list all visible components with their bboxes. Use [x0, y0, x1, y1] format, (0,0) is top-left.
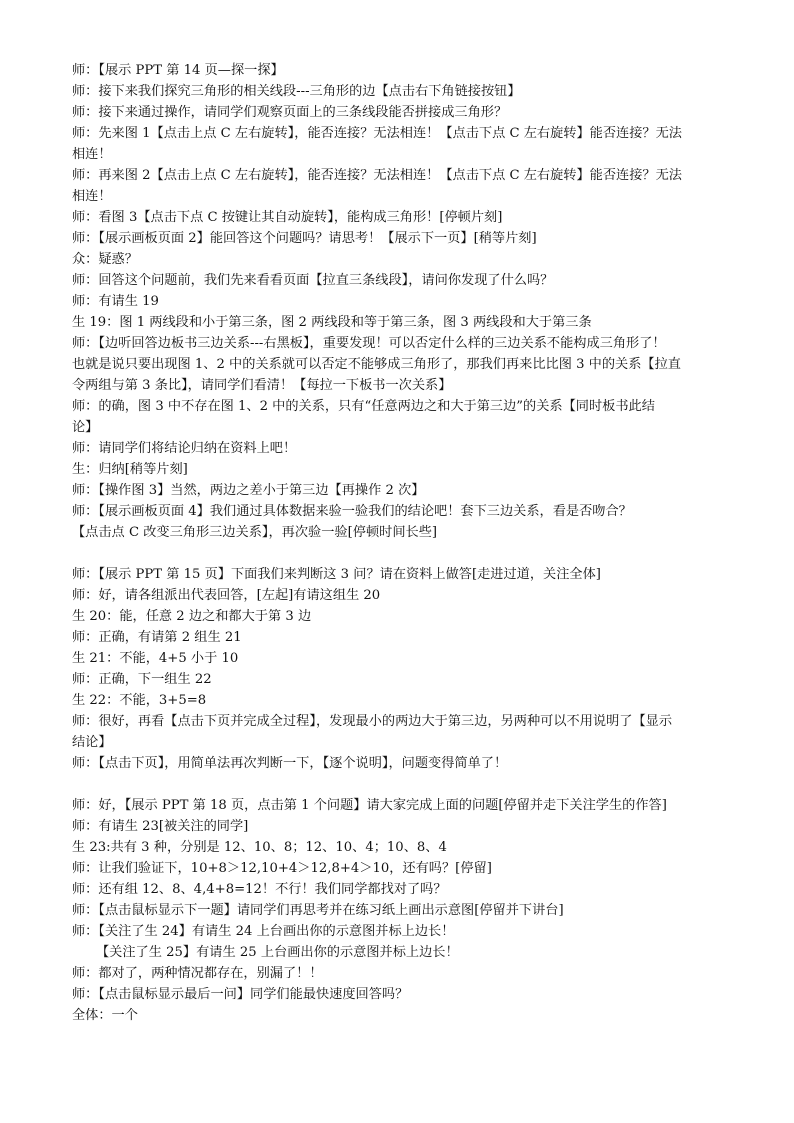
transcript-line: 师：先来图 1【点击上点 C 左右旋转】，能否连接？无法相连！【点击下点 C 左右旋转】能否连接？无法	[72, 126, 682, 141]
transcript-line: 师：【关注了生 24】有请生 24 上台画出你的示意图并标上边长！	[72, 924, 455, 939]
transcript-line: 令两组与第 3 条比】，请同学们看清！【每拉一下板书一次关系】	[72, 378, 452, 393]
transcript-line: 【点击点 C 改变三角形三边关系】，再次验一验[停顿时间长些]	[72, 525, 438, 540]
transcript-line: 相连！	[72, 147, 112, 162]
transcript-line: 师：正确，下一组生 22	[72, 672, 212, 687]
transcript-line: 师：【点击下页】，用简单法再次判断一下，【逐个说明】，问题变得简单了！	[72, 756, 508, 771]
transcript-line: 师：的确，图 3 中不存在图 1、2 中的关系，只有“任意两边之和大于第三边”的关系【同时板书此结	[72, 399, 655, 414]
transcript-line: 论】	[72, 420, 99, 435]
transcript-line: 师：【边听回答边板书三边关系---右黑板】，重要发现！可以否定什么样的三边关系不能构成三角形了！	[72, 336, 666, 351]
transcript-line: 师：【展示画板页面 2】能回答这个问题吗？请思考！【展示下一页】[稍等片刻]	[72, 231, 537, 246]
transcript-line: 生 23:共有 3 种，分别是 12、10、8；12、10、4；10、8、4	[72, 840, 447, 855]
transcript-line: 师：【点击鼠标显示下一题】请同学们再思考并在练习纸上画出示意图[停留并下讲台]	[72, 903, 564, 918]
transcript-line: 师：【点击鼠标显示最后一问】同学们能最快速度回答吗？	[72, 987, 409, 1002]
transcript-line: 生 21：不能，4+5 小于 10	[72, 651, 239, 666]
transcript-line: 师：【展示画板页面 4】我们通过具体数据来验一验我们的结论吧！套下三边关系，看是否吻合？	[72, 504, 632, 519]
transcript-line: 师：很好，再看【点击下页并完成全过程】，发现最小的两边大于第三边，另两种可以不用说明了【显示	[72, 714, 673, 729]
transcript-line: 师：【展示 PPT 第 15 页】下面我们来判断这 3 问？请在资料上做答[走进过道，关注全体]	[72, 567, 601, 582]
transcript-line: 相连！	[72, 189, 112, 204]
transcript-line: 生 20：能，任意 2 边之和都大于第 3 边	[72, 609, 312, 624]
transcript-line: 师：回答这个问题前，我们先来看看页面【拉直三条线段】，请问你发现了什么吗？	[72, 273, 554, 288]
section-spacer	[72, 543, 722, 564]
transcript-line: 师：接下来通过操作，请同学们观察页面上的三条线段能否拼接成三角形？	[72, 105, 508, 120]
transcript-line: 师：【操作图 3】当然，两边之差小于第三边【再操作 2 次】	[72, 483, 425, 498]
transcript-line: 全体：一个	[72, 1008, 138, 1023]
section-ppt-14	[72, 60, 722, 543]
transcript-line: 师：正确，有请第 2 组生 21	[72, 630, 242, 645]
transcript-line: 众：疑惑？	[72, 252, 138, 267]
transcript-line: 也就是说只要出现图 1、2 中的关系就可以否定不能够成三角形了，那我们再来比比图 3 中的关系【拉直	[72, 357, 681, 372]
transcript-line: 生 22：不能，3+5=8	[72, 693, 207, 708]
section-spacer	[72, 774, 722, 795]
transcript-line: 师：【展示 PPT 第 14 页—探一探】	[72, 63, 284, 78]
transcript-line: 师：还有组 12、8、4,4+8=12！不行！我们同学都找对了吗？	[72, 882, 447, 897]
transcript-line: 师：让我们验证下，10+8＞12,10+4＞12,8+4＞10，还有吗？[停留]	[72, 861, 492, 876]
transcript-line: 师：好，请各组派出代表回答，[左起]有请这组生 20	[72, 588, 381, 603]
transcript-line: 师：好，【展示 PPT 第 18 页，点击第 1 个问题】请大家完成上面的问题[停留并走下关注学生的作答]	[72, 798, 667, 813]
transcript-line: 生：归纳[稍等片刻]	[72, 462, 188, 477]
section-ppt-15	[72, 564, 722, 774]
transcript-line: 师：接下来我们探究三角形的相关线段---三角形的边【点击右下角链接按钮】	[72, 84, 521, 99]
transcript-line: 【关注了生 25】有请生 25 上台画出你的示意图并标上边长！	[96, 945, 459, 960]
transcript-line: 师：有请生 23[被关注的同学]	[72, 819, 249, 834]
transcript-line: 结论】	[72, 735, 112, 750]
transcript-line: 师：都对了，两种情况都存在，别漏了！！	[72, 966, 323, 981]
transcript-line: 师：看图 3【点击下点 C 按键让其自动旋转】，能构成三角形！[停顿片刻]	[72, 210, 503, 225]
transcript-line: 师：请同学们将结论归纳在资料上吧！	[72, 441, 297, 456]
transcript-line: 师：有请生 19	[72, 294, 159, 309]
transcript-line: 师：再来图 2【点击上点 C 左右旋转】，能否连接？无法相连！【点击下点 C 左右旋转】能否连接？无法	[72, 168, 682, 183]
section-ppt-18	[72, 795, 722, 1026]
transcript-line: 生 19：图 1 两线段和小于第三条，图 2 两线段和等于第三条，图 3 两线段和大于第三条	[72, 315, 592, 330]
transcript	[72, 60, 722, 1026]
